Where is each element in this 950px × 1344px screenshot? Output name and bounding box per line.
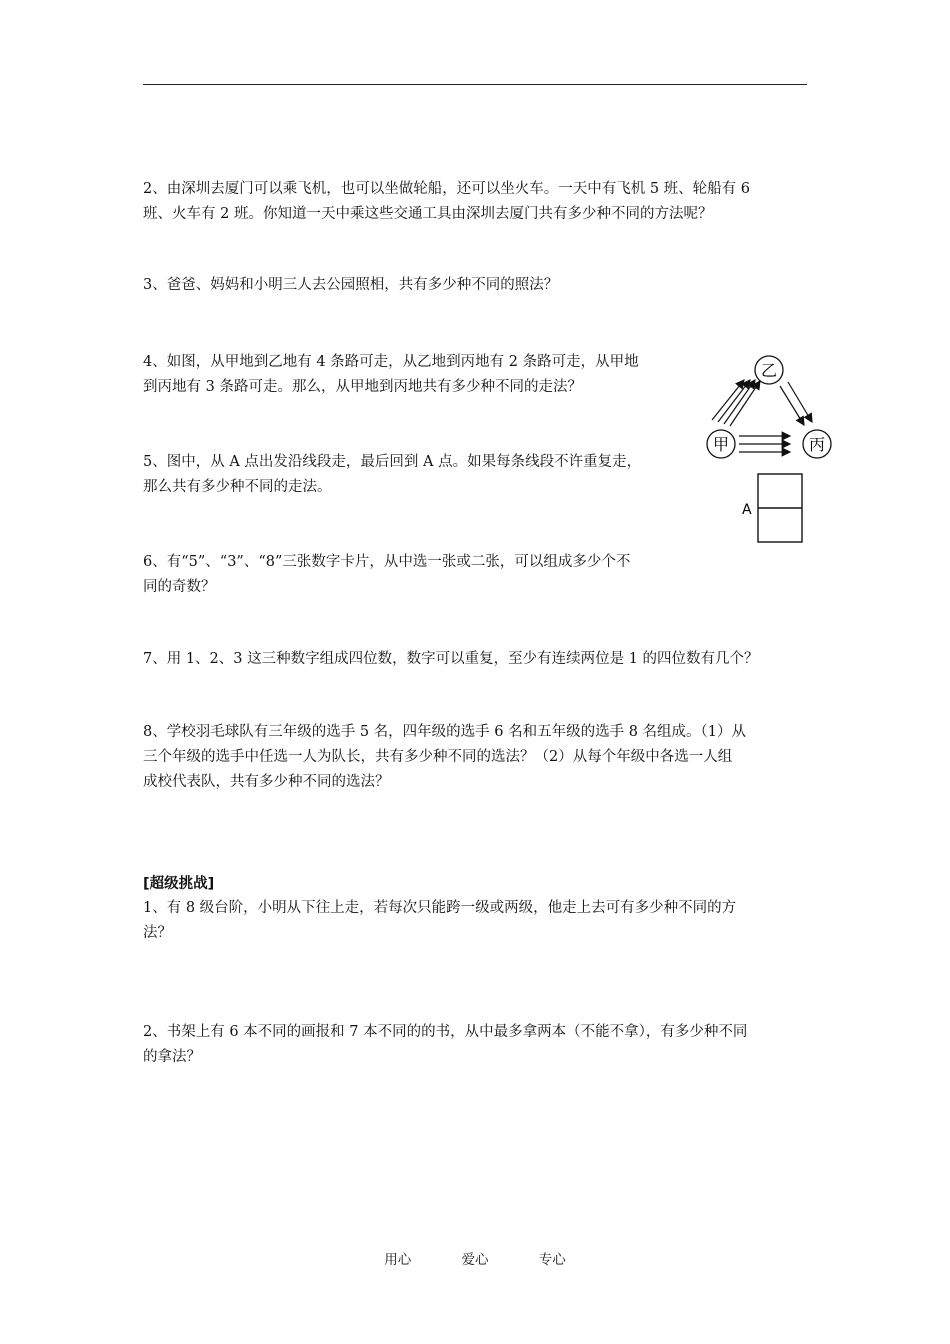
challenge-1 <box>143 896 736 946</box>
route-diagram <box>700 350 840 465</box>
point-a-label: A <box>742 502 752 518</box>
problem-line: 1、有 8 级台阶，小明从下往上走，若每次只能跨一级或两级，他走上去可有多少种不同的方 <box>143 900 737 916</box>
grid-figure <box>738 470 808 546</box>
route-yi-bing <box>780 382 812 425</box>
problem-line: 5、图中，从 A 点出发沿线段走，最后回到 A 点。如果每条线段不许重复走， <box>143 454 642 470</box>
problem-6 <box>143 550 630 600</box>
route-jia-bing <box>739 436 790 452</box>
problem-line: 班、火车有 2 班。你知道一天中乘这些交通工具由深圳去厦门共有多少种不同的方法呢？ <box>143 206 713 222</box>
header-rule <box>143 84 807 85</box>
footer-text: 用心 <box>384 1252 412 1268</box>
problem-3 <box>143 273 558 298</box>
problem-line: 2、书架上有 6 本不同的画报和 7 本不同的的书，从中最多拿两本（不能不拿），有多少种不同 <box>143 1024 748 1040</box>
footer-text: 爱心 <box>461 1252 489 1268</box>
problem-7 <box>143 647 759 672</box>
challenge-2 <box>143 1020 747 1070</box>
problem-5 <box>143 450 641 500</box>
problem-line: 那么共有多少种不同的走法。 <box>143 479 332 495</box>
problem-line: 7、用 1、2、3 这三种数字组成四位数，数字可以重复，至少有连续两位是 1 的四位数有几个？ <box>143 651 759 667</box>
node-jia-label: 甲 <box>712 435 730 454</box>
footer-text: 专心 <box>538 1252 566 1268</box>
problem-line: 到丙地有 3 条路可走。那么，从甲地到丙地共有多少种不同的走法？ <box>143 379 582 395</box>
problem-line: 的拿法？ <box>143 1049 201 1065</box>
problem-line: 2、由深圳去厦门可以乘飞机，也可以坐做轮船，还可以坐火车。一天中有飞机 5 班、轮船有 6 <box>143 181 750 197</box>
route-jia-yi <box>712 380 760 426</box>
problem-2 <box>143 177 750 227</box>
challenge-title: [超级挑战] <box>143 876 215 892</box>
problem-line: 三个年级的选手中任选一人为队长，共有多少种不同的选法？（2）从每个年级中各选一人组 <box>143 749 733 765</box>
problem-4 <box>143 350 639 400</box>
problem-line: 4、如图，从甲地到乙地有 4 条路可走，从乙地到丙地有 2 条路可走，从甲地 <box>143 354 639 370</box>
problem-line: 成校代表队，共有多少种不同的选法？ <box>143 774 390 790</box>
problem-line: 6、有“5”、“3”、“8”三张数字卡片，从中选一张或二张，可以组成多少个不 <box>143 554 631 570</box>
problem-line: 法？ <box>143 925 172 941</box>
node-yi-label: 乙 <box>760 361 778 380</box>
footer <box>0 1248 950 1268</box>
problem-line: 同的奇数？ <box>143 579 216 595</box>
node-bing-label: 丙 <box>808 435 826 454</box>
problem-line: 8、学校羽毛球队有三年级的选手 5 名，四年级的选手 6 名和五年级的选手 8 名组成。（1）从 <box>143 724 747 740</box>
problem-8 <box>143 720 746 795</box>
problem-line: 3、爸爸、妈妈和小明三人去公园照相，共有多少种不同的照法？ <box>143 277 559 293</box>
